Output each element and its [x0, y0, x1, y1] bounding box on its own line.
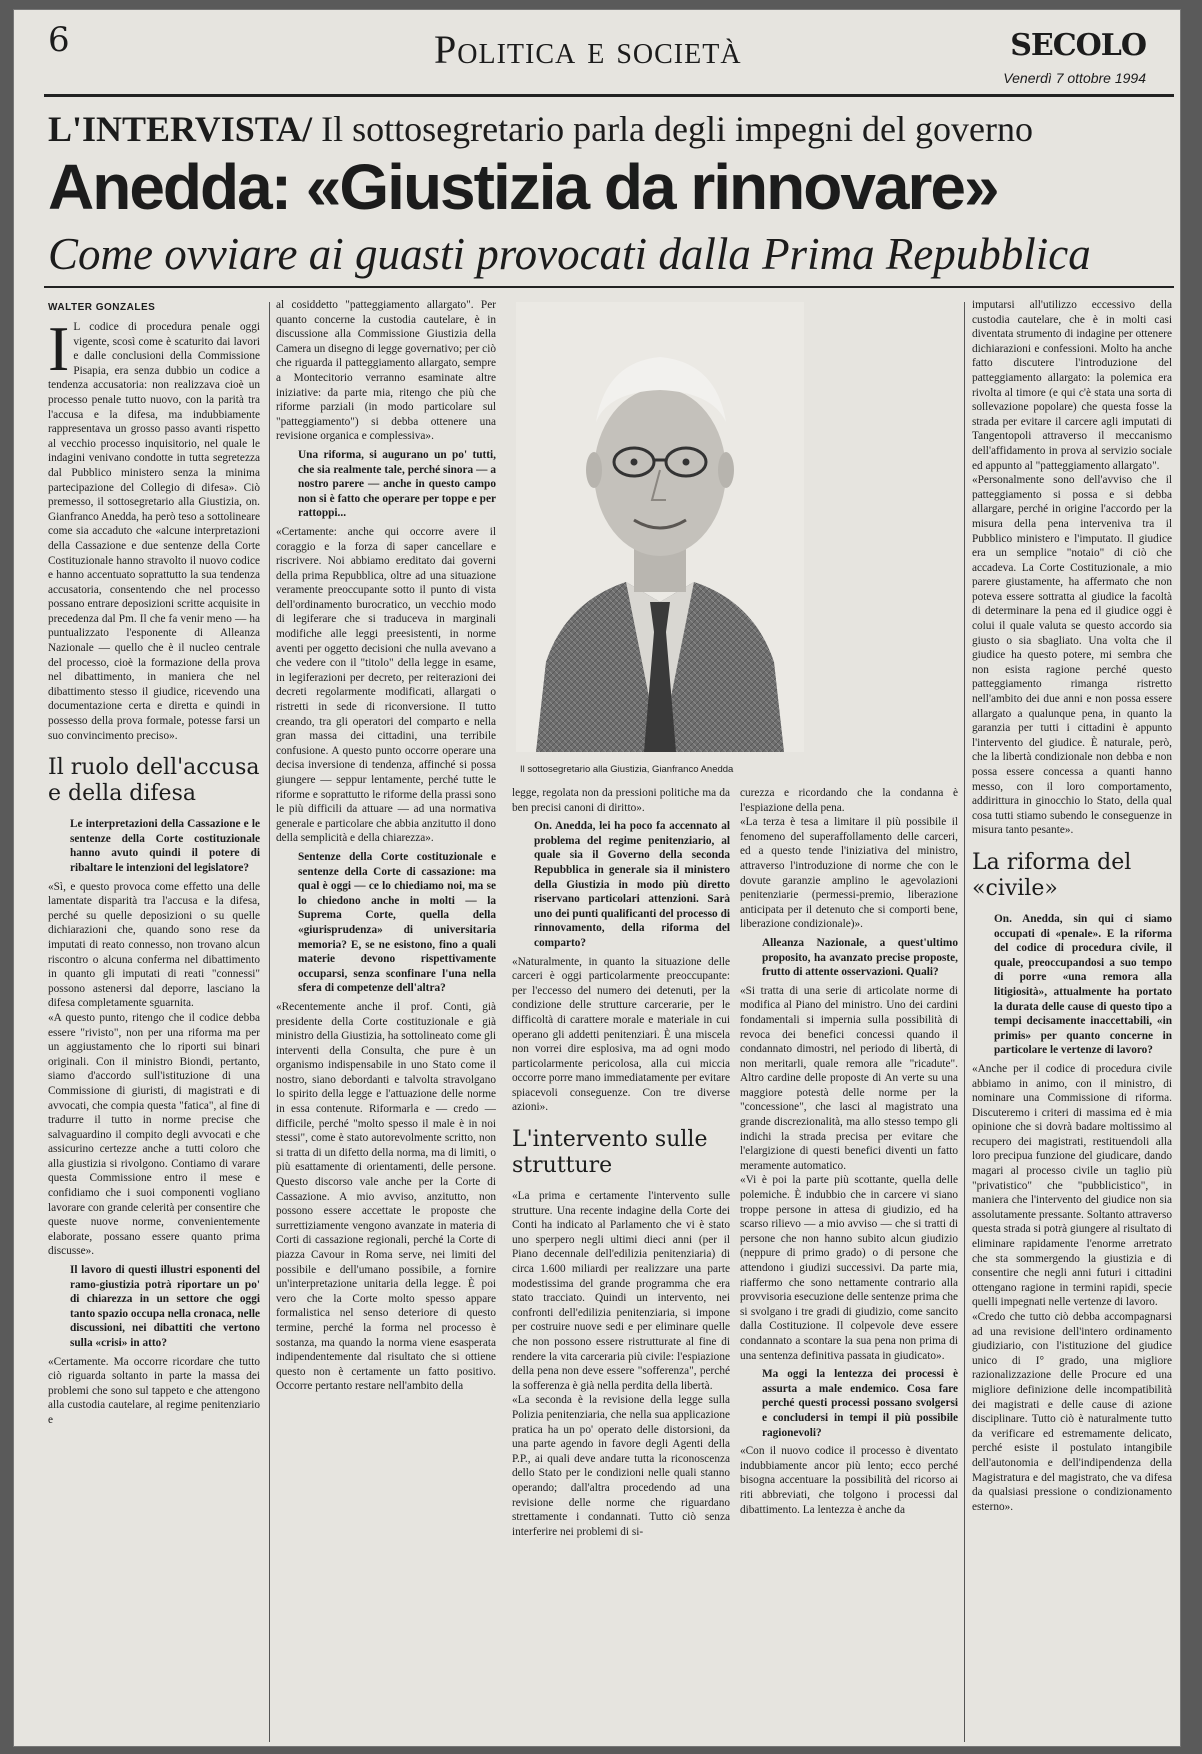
interview-question: Le interpretazioni della Cassazione e le sentenze della Corte costituzionale hanno avuto quindi il potere di ribaltare le intenzioni del legislatore?: [70, 818, 260, 874]
kicker-tag: L'INTERVISTA/: [48, 109, 313, 149]
paragraph: «Si tratta di una serie di articolate norme di modifica al Piano del ministro. Uno dei cardini fondamentali si impernia sulla possibilità di revoca dei benefici concessi quando il condannato dimostri, nel periodo di libertà, di non meritarli, quale remora alle "ricadute". Altro cardine delle proposte di An verte su una maggiore potestà delle norme per la "concessione", che lasci al magistrato una grande discrezionalità, ma allo stesso tempo gli indichi la strada precisa per evitare che l'elargizione di questi benefici diventi un fatto meramente automatico.: [740, 984, 958, 1172]
newspaper-name: SECOLO: [1010, 28, 1146, 63]
paragraph: L codice di procedura penale oggi vigente, scosì come è scaturito dai lavori e dalle conclusioni della Commissione Pisapia, era senza dubbio un codice a tendenza accusatoria: non realizzava cioè un processo penale tutto nuovo, con la parità tra l'accusa e la difesa, ma indubbiamente rappresentava un grosso passo avanti rispetto al vecchio processo inquisitorio, nel quale le indagini venivano condotte in tutta segretezza dal Pubblico ministero senza la minima partecipazione del Collegio di difesa». Ciò premesso, il sottosegretario alla Giustizia, on. Gianfranco Anedda, ha però teso a sottolineare come sia accaduto che «alcune interpretazioni della Cassazione e due sentenze della Corte Costituzionale hanno stravolto il nuovo codice e hanno accentuato soprattutto la sua tendenza accusatoria, consentendo che nel processo possano entrare deposizioni scritte acquisite in precedenza dal Pm. Il che fa venir meno — ha puntualizzato l'esponente di Alleanza Nazionale — quello che è il nucleo centrale del processo, cioè la formazione della prova nel dibattimento, in maniera che nel dibattimento stesso il giudice, ricevendo una documentazione certa e diretta e quindi in possesso della prova formale, potesse farsi un suo convincimento preciso».: [48, 321, 260, 742]
interview-question: Sentenze della Corte costituzionale e sentenze della Corte di cassazione: ma qual è oggi — ce lo chiediamo noi, ma se lo chiedono anche in molti — la Suprema Corte, quella della «giurisprudenza» di universitaria memoria? E, se ne esistono, fino a quali materie devono rispettivamente occuparsi, senza sconfinare l'una nella sfera di competenze dell'altra?: [298, 850, 496, 995]
page-number: 6: [48, 20, 70, 60]
paragraph: «La prima e certamente l'intervento sulle strutture. Una recente indagine della Corte dei Conti ha indicato al Parlamento che vi è stato uno sperpero negli ultimi dieci anni (per il Piano decennale dell'edilizia penitenziaria) di circa 1.600 miliardi per realizzare una parte modestissima del grande programma che era stato tracciato. Quindi un intervento, nei confronti dell'edilizia penitenziaria, si impone per costruire nuove sedi e per eliminare quelle che non possono essere ristrutturate al fine di rendere la vita carceraria più civile: l'espiazione della pena non deve essere "sofferenza", perché la sofferenza è già nella perdita della libertà.: [512, 1190, 730, 1392]
section-heading: L'intervento sulle strutture: [512, 1127, 708, 1179]
paragraph: «Certamente: anche qui occorre avere il coraggio e la forza di saper cancellare e riscrivere. Noi abbiamo ereditato dai governi della prima Repubblica, oltre ad una situazione veramente preoccupante sotto il punto di vista dell'ordinamento burocratico, un vecchio modo di legiferare che si traduceva in marginali modifiche alle leggi preesistenti, in norme aventi per oggetto decisioni che nulla avevano a che vedere con il "titolo" della legge in esame, in legiferazioni per decreto, per reiterazioni dei decreti regolarmente modificati, allargati o ristretti in sede di riconversione. Il tutto creando, tra gli operatori del comparto e nella gran massa dei cittadini, una terribile confusione. A questo punto occorre operare una decisa inversione di tendenza, affinché si possa giungere — seppur lentamente, perché tutte le riforme e soprattutto le riforme della prassi sono le più difficili da attuare — ad una normativa generale e particolare che abbia anzitutto il dono della semplicità e della chiarezza».: [276, 525, 496, 845]
paragraph: al cosiddetto "patteggiamento allargato". Per quanto concerne la custodia cautelare, è in discussione alla Commissione Giustizia della Camera un disegno di legge governativo; per ciò che riguarda il patteggiamento allargato, sempre a Montecitorio verranno esaminate altre iniziative: da parte mia, ritengo che più che riforme parziali (in modo particolare sul "patteggiamento") si debba ottenere una revisione organica e complessiva».: [276, 299, 496, 443]
interview-question: On. Anedda, lei ha poco fa accennato al problema del regime penitenziario, al quale sia il Governo della seconda Repubblica in generale sia il ministero della Giustizia in modo più diretto riservano particolari attenzioni. Sarà uno dei punti qualificanti del processo di rinnovamento, della riforma del comparto?: [534, 820, 730, 949]
interview-question: On. Anedda, sin qui ci siamo occupati di «penale». E la riforma del codice di procedura civile, il quale, preoccupandosi a suo tempo di porre «una remora alla litigiosità», attualmente ha portato la durata delle cause di questo tipo a tempi decisamente inaccettabili, «in primis» per quanto concerne in particolare le vertenze di lavoro?: [994, 912, 1172, 1057]
kicker-text: Il sottosegretario parla degli impegni del governo: [312, 109, 1033, 149]
section-heading: Il ruolo dell'accusa e della difesa: [48, 755, 260, 807]
paragraph: «La seconda è la revisione della legge sulla Polizia penitenziaria, che nella sua applicazione pratica ha un po' operato delle distorsioni, da una parte agendo in favore degli Agenti della P.P., ai quali deve andare tutta la riconoscenza dello Stato per le condizioni nelle quali stanno operando; dall'altra procedendo ad una revisione delle norme che riguardano strettamente i condannati. Tutto ciò senza interferire nei problemi di si-: [512, 1394, 730, 1538]
paragraph: «Credo che tutto ciò debba accompagnarsi ad una revisione dell'intero ordinamento giudiziario, con l'istituzione del giudice unico di I° grado, una migliore razionalizzazione delle Procure ed una migliore definizione delle incompatibilità dei magistrati e delle cause di azione disciplinare. Tutto ciò è naturalmente tutto da verificare ed estremamente delicato, perché esiste il postulato intangibile dell'autonomia e dell'indipendenza della Magistratura e del magistrato, che va difesa da qualsiasi pressione o condizionamento esterno».: [972, 1311, 1172, 1513]
subheadline: Come ovviare ai guasti provocati dalla Prima Repubblica: [48, 229, 1091, 279]
portrait-photo: [516, 302, 804, 752]
interview-question: Alleanza Nazionale, a quest'ultimo proposito, ha avanzato precise proposte, frutto di attente osservazioni. Quali?: [762, 936, 958, 979]
interview-question: Una riforma, si augurano un po' tutti, che sia realmente tale, perché sinora — a nostro parere — anche in questo campo non si è fatto che operare per toppe e per rattoppi...: [298, 448, 496, 520]
kicker: [48, 108, 1168, 150]
column-rule: [964, 302, 965, 1742]
paragraph: «Vi è poi la parte più scottante, quella delle polemiche. È indubbio che in carcere vi siano troppe persone in attesa di giudizio, ed ha scarso rilievo — a mio avviso — che si tratti di persone che non hanno subito alcun giudizio (neppure di primo grado) o di persone che attendono i giudizi successivi. Da parte mia, riaffermo che sono nettamente contrario alla provvisoria esecuzione delle sentenze prima che si svolgano i tre gradi di giudizio, come sancito dalla Costituzione. Il colpevole deve essere condannato a scontare la sua pena non prima di una sentenza definitiva passata in giudicato».: [740, 1174, 958, 1362]
drop-cap: I: [48, 320, 70, 384]
interview-question: Ma oggi la lentezza dei processi è assurta a male endemico. Cosa fare perché questi processi possano svolgersi e concludersi in tempi il più possibile ragionevoli?: [762, 1368, 958, 1439]
paragraph: legge, regolata non da pressioni politiche ma da ben precisi canoni di diritto».: [512, 787, 730, 814]
column-rule: [269, 302, 270, 1742]
header-rule: [44, 94, 1174, 97]
paragraph: curezza e ricordando che la condanna è l'espiazione della pena.: [740, 787, 958, 814]
article-column-1: [48, 320, 260, 1740]
newspaper-page: [14, 10, 1180, 1746]
section-heading: La riforma del «civile»: [972, 849, 1132, 901]
paragraph: «Naturalmente, in quanto la situazione delle carceri è oggi particolarmente preoccupante: per l'eccesso del numero dei detenuti, per la condizione delle strutture carcerarie, per le difficoltà di carattere morale e materiale in cui operano gli addetti penitenziari. È una miscela non vorrei dire esplosiva, ma ad ogni modo particolarmente pericolosa, alla cui miccia occorre porre mano immediatamente per evitare spiacevoli conseguenze. Con tre diverse azioni».: [512, 955, 730, 1114]
photo-caption: Il sottosegretario alla Giustizia, Gianfranco Anedda: [520, 764, 734, 775]
issue-date: Venerdì 7 ottobre 1994: [1003, 70, 1146, 86]
interview-question: Il lavoro di questi illustri esponenti del ramo-giustizia potrà riportare un po' di chiarezza in un settore che oggi tanto spazio occupa nella cronaca, nelle discussioni, nei dibattiti che vertono sulla «crisi» in atto?: [70, 1264, 260, 1349]
paragraph: «Sì, e questo provoca come effetto una delle lamentate disparità tra l'accusa e la difesa, perché su quelle deposizioni o su quelle dichiarazioni che, quando sono rese da imputati di reato connesso, non trovano alcun riscontro o alcuna conferma nel dibattimento in quanto gli imputati di reati "connessi" possono astenersi dal deporre, lasciano la difesa completamente sguarnita.: [48, 880, 260, 1010]
article-column-5: [972, 298, 1172, 1740]
subhead-rule: [44, 286, 1174, 288]
section-title: Politica e società: [434, 27, 742, 72]
portrait-illustration: [516, 302, 804, 752]
paragraph: imputarsi all'utilizzo eccessivo della custodia cautelare, che è in molti casi diventata strumento di indagine per ottenere dichiarazioni e confessioni. Molto ha anche fatto discutere l'introduzione del patteggiamento allargato: la polemica era rivolta al timore (e qui c'è stata una sorta di sollevazione popolare) che questa fosse la strada per evitare il carcere agli imputati di Tangentopoli attraverso il meccanismo dell'affidamento in prova al servizio sociale ed appunto al "patteggiamento allargato".: [972, 299, 1172, 472]
paragraph: «Con il nuovo codice il processo è diventato indubbiamente ancor più lento; ecco perché bisogna accentuare la possibilità del ricorso ai riti abbreviati, che tolgono i processi dal dibattimento. La lentezza è anche da: [740, 1445, 958, 1516]
paragraph: «Anche per il codice di procedura civile abbiamo in animo, con il ministro, di nominare una Commissione di riforma. Discuteremo i criteri di massima ed è mia opinione che si dovrà badare moltissimo al recupero dei magistrati, restituendoli alla loro precipua funzione del giudicare, dando magari al processo civile un taglio più "privatistico" che "pubblicistico", in maniera che l'intervento del giudice non sia assolutamente pressante. Soltanto attraverso questa strada si potrà giungere al risultato di eliminare rapidamente l'enorme arretrato che sta sommergendo la giustizia e di consentire che negli anni futuri i cittadini ottengano ragione in termini rapidi, specie quelli impegnati nelle vertenze di lavoro.: [972, 1062, 1172, 1309]
headline: Anedda: «Giustizia da rinnovare»: [48, 151, 998, 223]
article-column-4: [740, 786, 958, 1740]
article-column-3: [512, 786, 730, 1740]
paragraph: «La terza è tesa a limitare il più possibile il fenomeno del superaffollamento delle carceri, ed a questo tende l'iniziativa del ministro, attraverso l'introduzione di norme che con le dovute garanzie amplino le agevolazioni penitenziarie (permessi-premio, liberazione anticipata per il detenuto che si comporti bene, liberazione condizionale)».: [740, 816, 958, 931]
paragraph: «Certamente. Ma occorre ricordare che tutto ciò riguarda soltanto in parte la massa dei problemi che sono sul tappeto e che attengono alla custodia cautelare, al regime penitenziario e: [48, 1355, 260, 1426]
byline: WALTER GONZALES: [48, 302, 156, 313]
paragraph: «Personalmente sono dell'avviso che il patteggiamento si possa e si debba allargare, perché in origine l'accordo per la misura della pena interveniva tra il Pubblico ministero e l'imputato. Il giudice era un semplice "notaio" di ciò che accadeva. La Corte Costituzionale, a mio parere giustamente, ha affermato che non poteva essere sottratta al giudice la facoltà di determinare la pena ed il giudice oggi è colui il quale valuta se questo accordo sia giusto o sia sbagliato. Una volta che il giudice ha questo potere, mi sembra che non esista ragione perché questo patteggiamento rimanga ristretto nell'ambito dei due anni e non possa essere allargato a qualunque pena, in quanto la garanzia per tutti i cittadini è appunto l'intervento del giudice. È naturale, però, che la libertà condizionale non debba e non possa essere concessa a quanti hanno messo, con il loro comportamento, addirittura in ginocchio lo Stato, della qual cosa tutti stiamo subendo le conseguenze in misura tanto pesante».: [972, 474, 1172, 837]
paragraph: «A questo punto, ritengo che il codice debba essere "rivisto", non per una riforma ma per un aggiustamento che lo riporti sui binari originali. Con il ministro Biondi, pertanto, siamo d'accordo sull'istituzione di una Commissione di giuristi, di magistrati e di avvocati, che compia questa "fatica", al fine di tradurre il tutto in norme precise che salvaguardino il compito degli avvocati e che assicurino certezze anche a tutti coloro che alla giustizia si rivolgono. Contiamo di varare questa Commissione entro il mese e confidiamo che i suoi componenti vogliano lavorare con grande celerità per consentire che queste nuove norme, convenientemente elaborate, possano essere quanto prima discusse».: [48, 1011, 260, 1258]
paragraph: «Recentemente anche il prof. Conti, già presidente della Corte costituzionale e già ministro della Giustizia, ha sottolineato come gli interventi della Consulta, che pure è un organismo indispensabile in uno Stato come il nostro, siano debordanti e talvolta stravolgano lo spirito della legge e l'attuazione delle norme in essa contenute. Riformarla e — credo — difficile, perché "molto spesso il male è in noi stessi", come è stato autorevolmente scritto, non si tratta di un difetto della norma, ma di limiti, o più esattamente di orientamenti, delle persone. Questo discorso vale anche per la Corte di Cassazione. A mio avviso, anzitutto, non possono essere accettate le proposte che surrettiziamente vengono avanzate in materia di Corti di cassazione regionali, perché la Corte di piazza Cavour in Roma serve, nei limiti del possibile e dell'umano possibile, a fornire un'interpretazione unitaria della legge. È poi vero che la Corte molto spesso appare formalistica nel senso deteriore di questo termine, perché la forma nel processo è sostanza, ma quando la norma viene esasperata indipendentemente dal risultato che si ottiene questo non è certamente un fatto positivo. Occorre pertanto restare nell'ambito della: [276, 1000, 496, 1393]
article-column-2: [276, 298, 496, 1740]
